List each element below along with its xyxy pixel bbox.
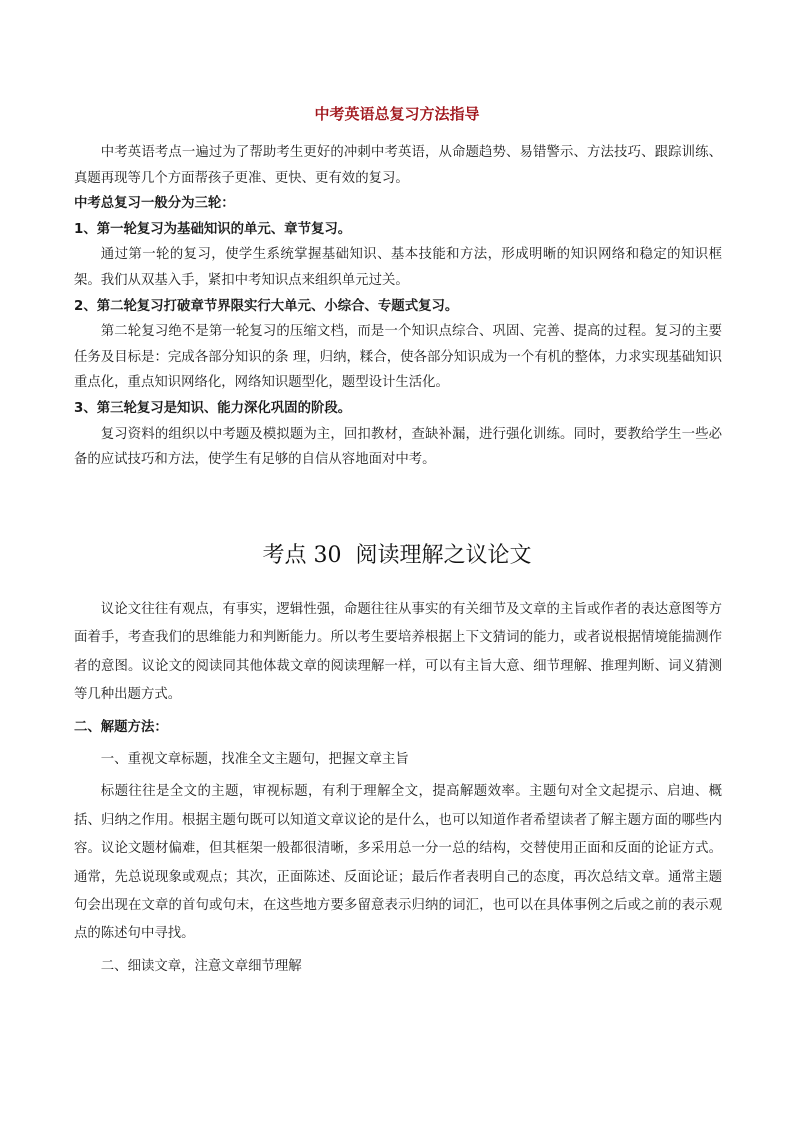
rounds-heading: 中考总复习一般分为三轮： (74, 196, 235, 212)
round2-heading: 2、第二轮复习打破章节界限实行大单元、小综合、专题式复习。 (74, 298, 459, 314)
round3-heading: 3、第三轮复习是知识、能力深化巩固的阶段。 (74, 400, 352, 416)
method1-paragraph: 标题往往是全文的主题，审视标题，有利于理解全文，提高解题效率。主题句对全文起提示、启迪、概括、归纳之作用。根据主题句既可以知道文章议论的是什么，也可以知道作者希望读者了解主题方面的哪些内容。议论文题材偏难，但其框架一般都很清晰，多采用总一分一总的结构，交替使用正面和反面的论证方式。通常，先总说现象或观点；其次，正面陈述、反面论证；最后作者表明自己的态度，再次总结文章。通常主题句会出现在文章的首句或句末，在这些地方要多留意表示归纳的词汇，也可以在具体事例之后或之前的表示观点的陈述句中寻找。 (74, 784, 722, 942)
topic-title: 考点 30 阅读理解之议论文 (262, 543, 532, 568)
round1-heading: 1、第一轮复习为基础知识的单元、章节复习。 (74, 221, 352, 237)
doc-title: 中考英语总复习方法指导 (314, 105, 480, 123)
topic-section (74, 596, 722, 981)
method1-heading: 一、重视文章标题，找准全文主题句，把握文章主旨 (100, 752, 409, 768)
round1-paragraph: 通过第一轮的复习，使学生系统掌握基础知识、基本技能和方法，形成明晰的知识网络和稳定的知识框架。我们从双基入手，紧扣中考知识点来组织单元过关。 (74, 247, 722, 288)
topic-intro-paragraph: 议论文往往有观点，有事实，逻辑性强，命题往往从事实的有关细节及文章的主旨或作者的表达意图等方面着手，考查我们的思维能力和判断能力。所以考生要培养根据上下文猜词的能力，或者说根据情境能揣测作者的意图。议论文的阅读同其他体裁文章的阅读理解一样，可以有主旨大意、细节理解、推理判断、词义猜测等几种出题方式。 (74, 602, 722, 703)
round3-paragraph: 复习资料的组织以中考题及模拟题为主，回扣教材，查缺补漏，进行强化训练。同时，要教给学生一些必备的应试技巧和方法，使学生有足够的自信从容地面对中考。 (74, 426, 722, 468)
methods-heading: 二、解题方法： (74, 719, 168, 735)
method2-heading: 二、细读文章，注意文章细节理解 (100, 958, 302, 974)
review-guide-section (74, 140, 722, 473)
intro-paragraph: 中考英语考点一遍过为了帮助考生更好的冲刺中考英语，从命题趋势、易错警示、方法技巧、跟踪训练、真题再现等几个方面帮孩子更准、更快、更有效的复习。 (74, 145, 722, 186)
round2-paragraph: 第二轮复习绝不是第一轮复习的压缩文档，而是一个知识点综合、巩固、完善、提高的过程。复习的主要任务及目标是：完成各部分知识的条 理，归纳，糅合，使各部分知识成为一个有机的整体，力求实现基础知识重点化，重点知识网络化，网络知识题型化，题型设计生活化。 (74, 324, 722, 391)
